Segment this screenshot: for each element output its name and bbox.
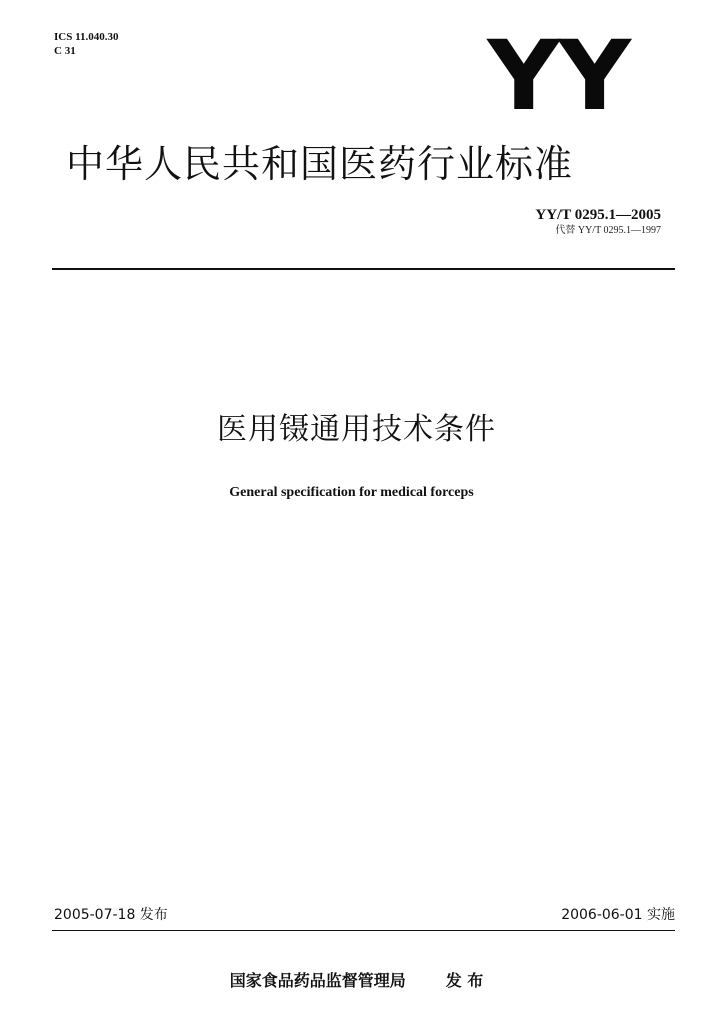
issuer-name: 国家食品药品监督管理局 (229, 971, 406, 990)
standard-number-block (535, 206, 661, 238)
issuer-line (0, 970, 713, 992)
issuer-action: 发 布 (445, 971, 484, 990)
publish-date: 2005-07-18 发布 (54, 907, 168, 923)
replaces-standard: 代替 YY/T 0295.1—1997 (555, 225, 661, 236)
footer-divider (52, 930, 675, 931)
document-title-english: General specification for medical forceps (229, 485, 474, 500)
document-title-chinese: 医用镊通用技术条件 (217, 412, 496, 447)
classification-codes (54, 30, 119, 58)
ics-code: ICS 11.040.30 (54, 31, 119, 43)
ccs-code: C 31 (54, 45, 76, 57)
standard-number: YY/T 0295.1—2005 (535, 207, 661, 223)
header-divider (52, 268, 675, 270)
standard-logo: YY (487, 20, 629, 132)
effective-date: 2006-06-01 实施 (561, 907, 675, 923)
industry-standard-title: 中华人民共和国医药行业标准 (66, 142, 574, 186)
